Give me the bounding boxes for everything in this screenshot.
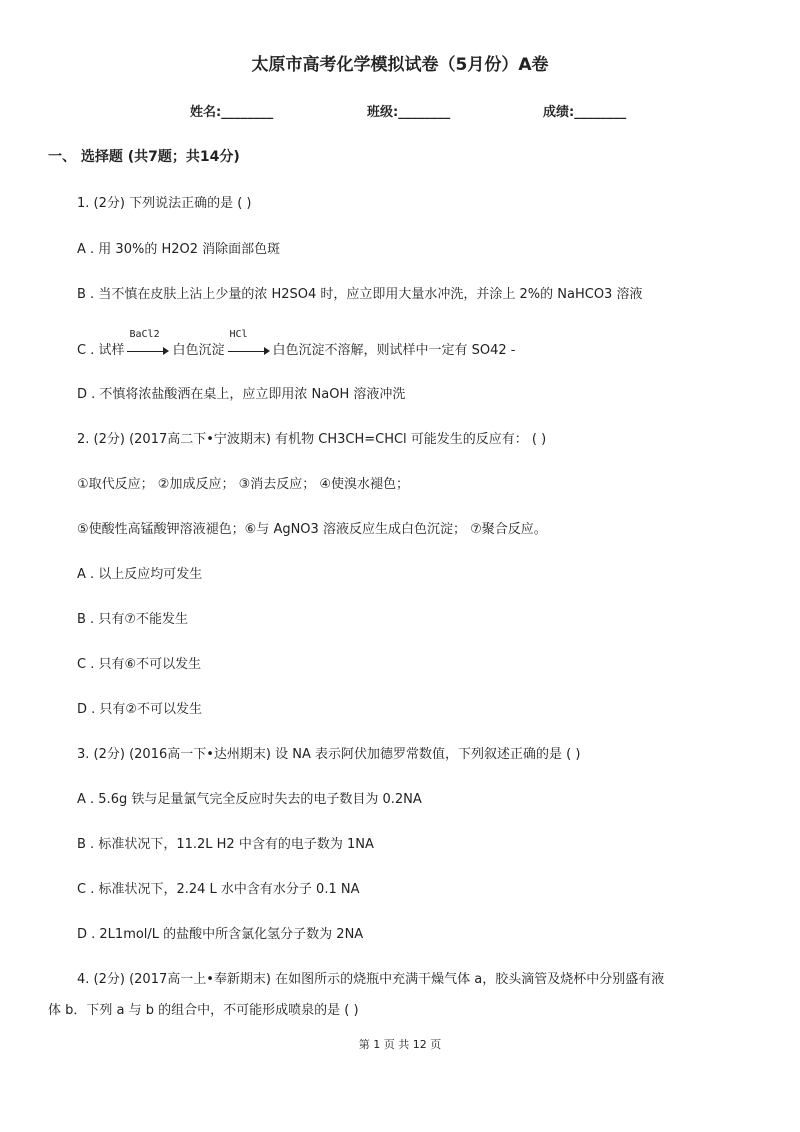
page-title: 太原市高考化学模拟试卷（5月份）A卷 <box>251 55 549 75</box>
question-3-option-d: D . 2L1mol/L 的盐酸中所含氯化氢分子数为 2NA <box>77 927 364 942</box>
option-c-mid: 白色沉淀 <box>172 343 225 358</box>
question-2-option-a: A . 以上反应均可发生 <box>77 567 203 582</box>
question-1-option-c <box>77 329 516 358</box>
question-3-option-a: A . 5.6g 铁与足量氯气完全反应时失去的电子数目为 0.2NA <box>77 792 422 807</box>
arrow-label-bacl2: BaCl2 <box>129 329 160 340</box>
arrow-label-hcl: HCl <box>229 329 248 340</box>
class-field: 班级:________ <box>367 105 451 120</box>
name-field: 姓名:________ <box>190 105 274 120</box>
question-2-option-c: C . 只有⑥不可以发生 <box>77 657 202 672</box>
option-c-suffix: 白色沉淀不溶解，则试样中一定有 SO42 - <box>272 343 516 358</box>
question-2-option-d: D . 只有②不可以发生 <box>77 702 203 717</box>
question-2-list-2: ⑤使酸性高锰酸钾溶液褪色；⑥与 AgNO3 溶液反应生成白色沉淀； ⑦聚合反应。 <box>77 522 547 537</box>
question-3-option-c: C . 标准状况下，2.24 L 水中含有水分子 0.1 NA <box>77 882 360 897</box>
score-field: 成绩:________ <box>543 105 627 120</box>
reaction-arrow-hcl <box>228 329 270 356</box>
question-2-stem: 2. (2分) (2017高二下•宁波期末) 有机物 CH3CH=CHCl 可能发生的反应有： ( ) <box>77 432 547 447</box>
question-4-stem-line-2: 体 b．下列 a 与 b 的组合中，不可能形成喷泉的是 ( ) <box>48 1003 359 1018</box>
page-footer: 第 1 页 共 12 页 <box>358 1038 442 1051</box>
reaction-arrow-bacl2 <box>127 329 169 356</box>
question-1-option-b: B . 当不慎在皮肤上沾上少量的浓 H2SO4 时，应立即用大量水冲洗，并涂上 2%的 NaHCO3 溶液 <box>77 287 643 302</box>
question-2-option-b: B . 只有⑦不能发生 <box>77 612 188 627</box>
question-3-option-b: B . 标准状况下，11.2L H2 中含有的电子数为 1NA <box>77 837 374 852</box>
question-2-list-1: ①取代反应； ②加成反应； ③消去反应； ④使溴水褪色； <box>77 477 410 492</box>
section-heading: 一、 选择题 (共7题；共14分) <box>48 149 240 165</box>
question-4-stem-line-1: 4. (2分) (2017高一上•奉新期末) 在如图所示的烧瓶中充满干燥气体 a，胶头滴管及烧杯中分别盛有液 <box>77 972 665 987</box>
option-c-prefix: C . 试样 <box>77 343 125 358</box>
question-1-option-a: A . 用 30%的 H2O2 消除面部色斑 <box>77 242 281 257</box>
question-1-stem: 1. (2分) 下列说法正确的是 ( ) <box>77 196 252 211</box>
question-3-stem: 3. (2分) (2016高一下•达州期末) 设 NA 表示阿伏加德罗常数值，下列叙述正确的是 ( ) <box>77 747 581 762</box>
question-1-option-d: D . 不慎将浓盐酸洒在桌上，应立即用浓 NaOH 溶液冲洗 <box>77 387 406 402</box>
